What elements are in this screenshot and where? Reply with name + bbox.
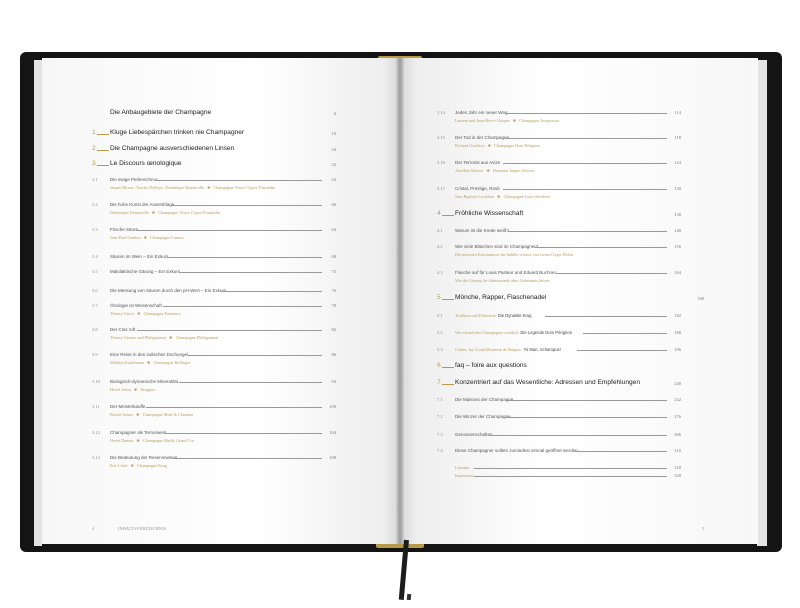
section-subtitle: Wie die Gärung ihr Jahrtausende altes Geheimnis lüftete bbox=[455, 278, 550, 283]
section-title bbox=[455, 313, 532, 318]
subtitle-part: Anselme Selosse bbox=[455, 168, 484, 173]
separator-icon: ✱ bbox=[497, 194, 501, 199]
separator-icon: ✱ bbox=[133, 387, 138, 392]
chapter-title: faq – foire aux questions bbox=[455, 362, 527, 369]
section-title: Die ewige Perlenschnur bbox=[110, 177, 158, 182]
subtitle-part: Thierry Gasco bbox=[110, 311, 135, 316]
section-title: Diese Champagner sollten zumindest einmal geöffnet werden bbox=[455, 448, 578, 453]
section-number: 7.1 bbox=[437, 397, 443, 402]
leader-line bbox=[179, 272, 322, 273]
leader-line bbox=[221, 291, 322, 292]
section-number: 3.4 bbox=[92, 254, 98, 259]
section-subtitle bbox=[110, 412, 193, 417]
section-subtitle bbox=[110, 463, 167, 468]
section-number: 3.6 bbox=[92, 288, 98, 293]
section-title: Die Messung von Säuren durch den pH-Wert – Ein Exkurs bbox=[110, 288, 227, 293]
section-title: Frische Säure bbox=[110, 227, 139, 232]
section-page: 276 bbox=[674, 414, 681, 419]
section-page: 182 bbox=[674, 313, 681, 318]
subtitle-part: Benoit Gouez bbox=[110, 412, 134, 417]
chapter-title: Die Champagne ausverschiedenen Linsen bbox=[110, 145, 235, 152]
section-subtitle bbox=[110, 335, 218, 340]
section-title: Die Maisons der Champagne bbox=[455, 397, 514, 402]
section-title: Cristal, Prestige, Rosé bbox=[455, 186, 500, 191]
section-title-main: Yo Man, Schampus! bbox=[523, 347, 561, 352]
section-title: Malolaktische Gärung – Ein Exkurs bbox=[110, 269, 181, 274]
section-title: Der Tod in der Champagne bbox=[455, 135, 509, 140]
section-title: Die Bedeutung der Reserveweine bbox=[110, 455, 178, 460]
left-footer-title: INHALTSVERZEICHNIS bbox=[118, 526, 167, 531]
chapter-rule bbox=[442, 384, 454, 385]
section-title: Genossenschaften bbox=[455, 432, 493, 437]
section-number: 3.2 bbox=[92, 202, 98, 207]
section-number: 3.10 bbox=[92, 379, 100, 384]
section-page: 124 bbox=[674, 160, 681, 165]
section-number: 3.13 bbox=[92, 455, 100, 460]
section-page: 164 bbox=[674, 270, 681, 275]
section-title bbox=[455, 330, 572, 335]
section-page: 94 bbox=[331, 379, 336, 384]
section-page: 64 bbox=[331, 227, 336, 232]
section-page: 100 bbox=[329, 404, 336, 409]
subtitle-part: Hervé Dantan bbox=[110, 438, 134, 443]
separator-icon: ✱ bbox=[512, 118, 517, 123]
section-number: 3.5 bbox=[92, 269, 98, 274]
section-title: Önologie ist Wissenschaft bbox=[110, 303, 162, 308]
leader-line bbox=[577, 350, 667, 351]
subtitle-part: Mathieu Kauffmann bbox=[110, 360, 144, 365]
subtitle-part: Drappier bbox=[140, 387, 156, 392]
subtitle-part: Champagne Veuve Clquot Ponsardin bbox=[158, 210, 220, 215]
section-number: 4.1 bbox=[437, 228, 443, 233]
section-number: 4.2 bbox=[437, 244, 443, 249]
leader-line bbox=[474, 476, 667, 477]
chapter-title: Mönche, Rapper, Flaschenadel bbox=[455, 294, 547, 301]
leader-line bbox=[556, 273, 667, 274]
leader-line bbox=[137, 330, 322, 331]
chapter-rule bbox=[97, 134, 109, 135]
chapter-number: 5 bbox=[437, 294, 441, 301]
separator-icon: ✱ bbox=[137, 311, 141, 316]
section-title: Jedes Jahr ein neuer Weg bbox=[455, 110, 508, 115]
separator-icon: ✱ bbox=[143, 235, 148, 240]
chapter-page: 180 bbox=[697, 296, 704, 301]
chapter-rule bbox=[97, 150, 109, 151]
section-page: 310 bbox=[674, 448, 681, 453]
chapter-number: 3 bbox=[92, 160, 96, 167]
section-number: 3.8 bbox=[92, 327, 98, 332]
leader-line bbox=[535, 247, 667, 248]
leader-line bbox=[179, 382, 322, 383]
leader-line bbox=[503, 189, 667, 190]
subtitle-part: Champagne Philipponnat bbox=[175, 335, 219, 340]
chapter-rule bbox=[442, 367, 454, 368]
section-page: 60 bbox=[331, 202, 336, 207]
subtitle-part: Dominique Demarville bbox=[110, 210, 149, 215]
section-subtitle bbox=[110, 311, 181, 316]
subtitle-part: Jean Baptiste Lecaillon bbox=[455, 194, 495, 199]
section-title: Biologisch-dynamische Mineralität bbox=[110, 379, 179, 384]
leader-line bbox=[508, 231, 668, 232]
chapter-rule bbox=[97, 165, 109, 166]
leader-line bbox=[171, 205, 322, 206]
section-number: 4.3 bbox=[437, 270, 443, 275]
section-number: 3.1 bbox=[92, 177, 98, 182]
leader-line bbox=[505, 417, 667, 418]
section-subtitle bbox=[110, 185, 275, 190]
section-subtitle bbox=[110, 387, 155, 392]
section-number: 5.2 bbox=[437, 330, 443, 335]
leader-line bbox=[545, 316, 667, 317]
chapter-number: 2 bbox=[92, 145, 96, 152]
subtitle-part: Champagne Louis Roederer bbox=[503, 194, 551, 199]
section-number: 3.9 bbox=[92, 352, 98, 357]
section-page: 78 bbox=[331, 303, 336, 308]
leader-line bbox=[137, 230, 322, 231]
section-subtitle bbox=[110, 438, 194, 443]
leader-line bbox=[583, 333, 667, 334]
section-subtitle bbox=[110, 235, 184, 240]
subtitle-part: Champagne Bollinger bbox=[153, 360, 191, 365]
subtitle-part: Richard Geoffroy bbox=[455, 143, 485, 148]
subtitle-part: Champagne Moët & Chandon bbox=[142, 412, 194, 417]
separator-icon: ✱ bbox=[136, 438, 140, 443]
leader-line bbox=[188, 355, 322, 356]
subtitle-part: Thierry Garnier und Philipponnat bbox=[110, 335, 167, 340]
right-page bbox=[402, 58, 758, 544]
section-subtitle bbox=[455, 118, 559, 123]
leader-line bbox=[156, 180, 322, 181]
chapter-page: 240 bbox=[674, 381, 681, 386]
section-title-lead: Wer erfand den Champagner wirklich: bbox=[455, 330, 521, 335]
chapter-number: 7 bbox=[437, 379, 441, 386]
leader-line bbox=[505, 113, 667, 114]
chapter-title: Le Discours œnologique bbox=[110, 160, 182, 167]
section-page: 130 bbox=[674, 186, 681, 191]
subtitle-part: Champagne Veuve Clquot Ponsardin bbox=[213, 185, 276, 190]
section-page: 140 bbox=[674, 228, 681, 233]
separator-icon: ✱ bbox=[207, 185, 211, 190]
section-title: Eine Reise in den indischen Dschungel bbox=[110, 352, 189, 357]
regions-heading-page: 6 bbox=[333, 111, 336, 116]
section-number: 5.1 bbox=[437, 313, 443, 318]
leader-line bbox=[165, 433, 322, 434]
chapter-title: Fröhliche Wissenschaft bbox=[455, 210, 524, 217]
subtitle-part: Champagne Pommery bbox=[143, 311, 181, 316]
section-subtitle bbox=[455, 168, 534, 173]
section-number: 3.14 bbox=[437, 110, 445, 115]
chapter-title: Konzentriert auf das Wesentliche: Adressen und Empfehlungen bbox=[455, 379, 640, 386]
section-title-main: Die Dynastie Krug bbox=[497, 313, 532, 318]
section-number: 3.7 bbox=[92, 303, 98, 308]
section-page: 242 bbox=[674, 397, 681, 402]
section-subtitle bbox=[455, 194, 551, 199]
section-number: 5.3 bbox=[437, 347, 443, 352]
bookmark-ribbon-end bbox=[407, 594, 412, 600]
leader-line bbox=[146, 407, 322, 408]
section-title: Champagner als Terroirwein bbox=[110, 430, 167, 435]
section-title-main: Die Legende Dom Pérignon bbox=[520, 330, 573, 335]
section-page: 82 bbox=[331, 327, 336, 332]
section-number: 3.15 bbox=[437, 135, 445, 140]
section-title: Warum ist die Krede weiß? bbox=[455, 228, 509, 233]
leader-line bbox=[508, 400, 668, 401]
subtitle-part: Jaques Hirsen, Charles Delhaye, Dominique Demarville bbox=[110, 185, 205, 190]
appendix-title: Impressum bbox=[455, 473, 474, 478]
section-subtitle bbox=[110, 210, 220, 215]
chapter-number: 4 bbox=[437, 210, 441, 217]
separator-icon: ✱ bbox=[169, 335, 173, 340]
section-page: 196 bbox=[674, 347, 681, 352]
section-page: 68 bbox=[331, 254, 336, 259]
subtitle-part: Champagne Mailly Grand Cru bbox=[142, 438, 194, 443]
section-page: 188 bbox=[674, 330, 681, 335]
appendix-page: 320 bbox=[674, 473, 681, 478]
subtitle-part: Champagne Krug bbox=[137, 463, 167, 468]
section-title: Säuren im Wein – Ein Exkurs bbox=[110, 254, 169, 259]
section-subtitle bbox=[455, 143, 540, 148]
separator-icon: ✱ bbox=[486, 168, 491, 173]
separator-icon: ✱ bbox=[130, 463, 135, 468]
section-page: 104 bbox=[329, 430, 336, 435]
chapter-page: 138 bbox=[674, 212, 681, 217]
appendix-page: 318 bbox=[674, 465, 681, 470]
chapter-number: 1 bbox=[92, 129, 96, 136]
section-title: Die Winzer der Champagne bbox=[455, 414, 511, 419]
leader-line bbox=[167, 257, 322, 258]
separator-icon: ✱ bbox=[151, 210, 156, 215]
section-page: 118 bbox=[674, 135, 681, 140]
section-number: 3.3 bbox=[92, 227, 98, 232]
section-page: 73 bbox=[331, 269, 336, 274]
left-footer-page: 4 bbox=[92, 526, 95, 531]
section-page: 108 bbox=[329, 455, 336, 460]
chapter-rule bbox=[442, 215, 454, 216]
section-number: 7.3 bbox=[437, 432, 443, 437]
separator-icon: ✱ bbox=[147, 360, 151, 365]
subtitle-part: Jean-Paul Gandon bbox=[110, 235, 141, 240]
chapter-page: 34 bbox=[331, 147, 336, 152]
section-number: 3.12 bbox=[92, 430, 100, 435]
subtitle-part: Laurent und Jean-Hervé Chiquet bbox=[455, 118, 510, 123]
book-gutter bbox=[396, 58, 404, 544]
subtitle-part: Champagne Dom Pérignon bbox=[494, 143, 540, 148]
leader-line bbox=[163, 306, 323, 307]
chapter-page: 52 bbox=[331, 162, 336, 167]
regions-heading: Die Anbaugebiete der Champagne bbox=[110, 109, 212, 116]
chapter-number: 6 bbox=[437, 362, 441, 369]
chapter-page: 10 bbox=[331, 131, 336, 136]
section-page: 86 bbox=[331, 352, 336, 357]
leader-line bbox=[173, 458, 322, 459]
section-subtitle bbox=[110, 360, 190, 365]
section-title-lead: Cattier, Jay Z und Monsieur de Brignac: bbox=[455, 347, 524, 352]
chapter-rule bbox=[442, 299, 454, 300]
section-title-lead: Tradition und Dekretion: bbox=[455, 313, 498, 318]
section-title bbox=[455, 347, 561, 352]
page-edges-left bbox=[34, 60, 42, 546]
section-page: 156 bbox=[674, 244, 681, 249]
subtitle-part: Champagne Lanson bbox=[150, 235, 184, 240]
separator-icon: ✱ bbox=[136, 412, 140, 417]
section-number: 3.11 bbox=[92, 404, 100, 409]
leader-line bbox=[575, 451, 667, 452]
leader-line bbox=[505, 138, 667, 139]
section-number: 3.16 bbox=[437, 160, 445, 165]
section-title: Die hohe Kunst der Assemblage bbox=[110, 202, 175, 207]
subtitle-part: Champagne Jacquesson bbox=[519, 118, 560, 123]
subtitle-part: Eric Lebel bbox=[110, 463, 128, 468]
section-number: 3.17 bbox=[437, 186, 445, 191]
subtitle-part: Hervé Jestin bbox=[110, 387, 131, 392]
subtitle-part: Domaine Jaques Selosse bbox=[493, 168, 535, 173]
section-title: Der Terrorist aus Avize bbox=[455, 160, 501, 165]
appendix-title: Literatur bbox=[455, 465, 470, 470]
section-page: 306 bbox=[674, 432, 681, 437]
leader-line bbox=[489, 435, 667, 436]
page-edges-right bbox=[757, 60, 767, 546]
section-number: 7.4 bbox=[437, 448, 443, 453]
separator-icon: ✱ bbox=[487, 143, 492, 148]
section-subtitle: Die neuesten Erkenntnisse der bubble science von Gerard Liger-Belair bbox=[455, 252, 574, 257]
section-page: 54 bbox=[331, 177, 336, 182]
right-footer-page: 5 bbox=[702, 526, 705, 531]
section-title: Flasche auf für Louis Pasteur und Eduard Buchner bbox=[455, 270, 557, 275]
leader-line bbox=[503, 163, 667, 164]
leader-line bbox=[474, 468, 667, 469]
section-page: 114 bbox=[674, 110, 681, 115]
chapter-title: Kluge Liebespärchen trinken nie Champagner bbox=[110, 129, 245, 136]
section-page: 76 bbox=[331, 288, 336, 293]
section-title: Wie viele Bläschen sind im Champagner? bbox=[455, 244, 539, 249]
section-title: Der Meisterkauffe bbox=[110, 404, 146, 409]
section-number: 7.2 bbox=[437, 414, 443, 419]
section-title: Der Clos ruft bbox=[110, 327, 136, 332]
